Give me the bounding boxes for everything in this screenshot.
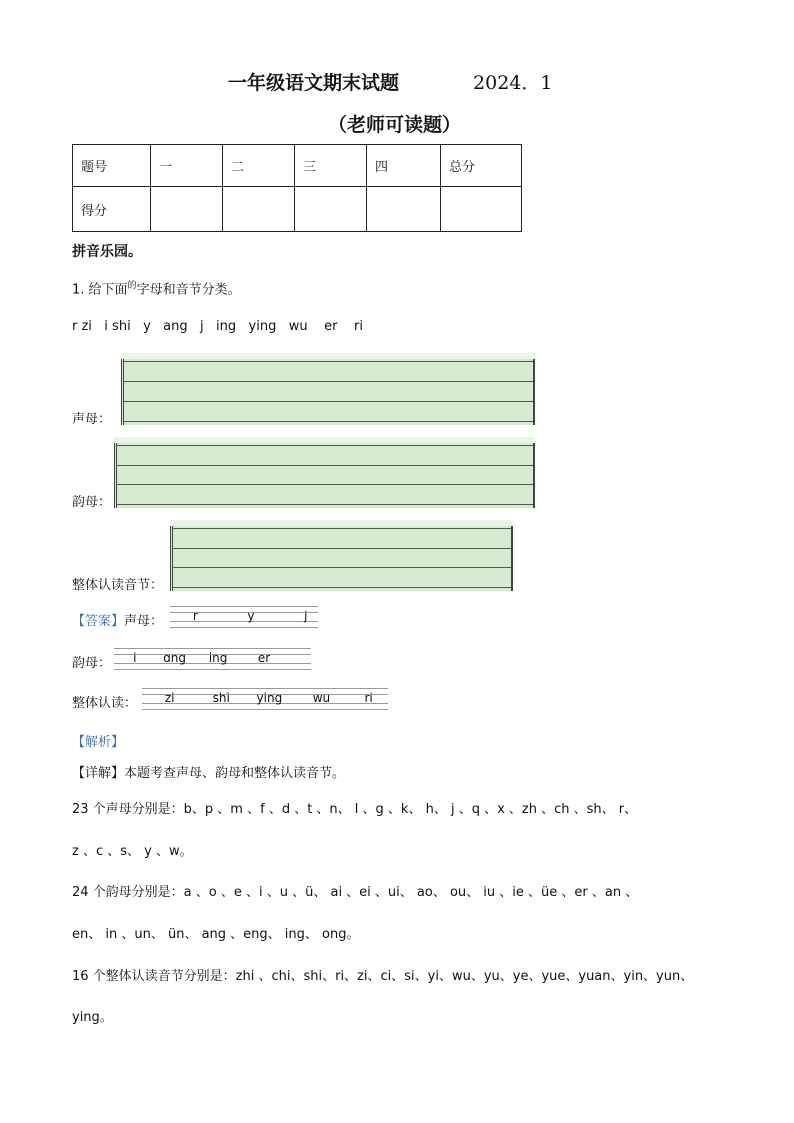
answer-shengmu-label: 声母： xyxy=(124,614,164,629)
staff-line xyxy=(173,548,511,549)
question-suffix: 字母和音节分类。 xyxy=(136,282,241,298)
shengmu-writing-area[interactable] xyxy=(121,353,535,425)
table-cell: 二 xyxy=(223,145,295,187)
staff-line xyxy=(124,401,533,402)
staff-line xyxy=(117,465,533,466)
score-input-cell[interactable] xyxy=(441,187,522,232)
letter-list: r zi i shi y ang j ing ying wu er ri xyxy=(72,319,363,334)
staff-line xyxy=(173,567,511,568)
staff-line xyxy=(173,587,511,588)
staff-line xyxy=(117,484,533,485)
analysis-line: 24 个韵母分别是：a 、o 、e 、i 、u 、ü、 ai 、ei 、ui、 ao、 ou、 iu 、ie 、üe 、er 、an 、 xyxy=(72,885,639,900)
analysis-line: en、 in 、un、 ün、 ang 、eng、 ing、 ong。 xyxy=(72,927,360,942)
table-cell: 四 xyxy=(367,145,441,187)
answer-tag: 【答案】 xyxy=(72,614,125,629)
exam-title: 一年级语文期末试题 xyxy=(228,72,400,94)
table-row xyxy=(73,145,522,187)
table-cell: 三 xyxy=(295,145,367,187)
analysis-detail: 【详解】本题考查声母、韵母和整体认读音节。 xyxy=(72,766,346,781)
analysis-line: 16 个整体认读音节分别是：zhi 、chi、shi、ri、zi、ci、si、yi、wu、yu、ye、yue、yuan、yin、yun、 xyxy=(72,969,694,984)
page-subtitle: （老师可读题） xyxy=(328,114,462,136)
table-cell: 一 xyxy=(151,145,223,187)
mini-line xyxy=(142,709,388,710)
table-cell: 总分 xyxy=(441,145,522,187)
staff-line xyxy=(124,421,533,422)
score-input-cell[interactable] xyxy=(367,187,441,232)
table-row xyxy=(73,187,522,232)
mini-line xyxy=(170,606,318,607)
answer-yunmu-lines xyxy=(114,648,311,670)
staff-line xyxy=(117,504,533,505)
yunmu-label: 韵母： xyxy=(72,495,112,510)
staff-lines xyxy=(121,359,535,425)
answer-yunmu-values: i ɑng ing er xyxy=(114,651,271,665)
staff-lines xyxy=(170,526,513,591)
analysis-line: ying。 xyxy=(72,1010,113,1025)
answer-zhengti-values: zi shi ying wu ri xyxy=(142,691,373,705)
answer-zhengti-lines xyxy=(142,688,388,710)
question-sup: 的 xyxy=(127,281,137,291)
question-text xyxy=(72,278,241,297)
score-input-cell[interactable] xyxy=(223,187,295,232)
staff-line xyxy=(124,361,533,362)
mini-line xyxy=(114,648,311,649)
staff-line xyxy=(117,445,533,446)
staff-line xyxy=(173,528,511,529)
exam-date: 2024．1 xyxy=(473,72,553,94)
mini-line xyxy=(142,688,388,689)
score-table xyxy=(72,144,522,232)
analysis-tag: 【解析】 xyxy=(72,735,125,750)
table-cell: 得分 xyxy=(73,187,151,232)
analysis-line: z 、c 、s、 y 、w。 xyxy=(72,844,193,859)
question-prefix: 1. 给下面 xyxy=(72,282,128,298)
yunmu-writing-area[interactable] xyxy=(114,437,535,508)
mini-line xyxy=(114,669,311,670)
staff-line xyxy=(124,381,533,382)
answer-zhengti-label: 整体认读： xyxy=(72,696,138,711)
table-cell: 题号 xyxy=(73,145,151,187)
zhengti-writing-area[interactable] xyxy=(170,520,513,591)
answer-shengmu-values: r y j xyxy=(170,609,308,623)
mini-line xyxy=(170,627,318,628)
zhengti-label: 整体认读音节： xyxy=(72,578,164,593)
section-title: 拼音乐园。 xyxy=(72,244,142,260)
staff-lines xyxy=(114,443,535,508)
shengmu-label: 声母： xyxy=(72,412,112,427)
analysis-line: 23 个声母分别是：b、p 、m 、f 、d 、t 、n、 l 、g 、k、 h、 j 、q 、x 、zh 、ch 、sh、 r、 xyxy=(72,802,638,817)
answer-shengmu xyxy=(72,610,163,629)
answer-shengmu-lines xyxy=(170,606,318,628)
score-input-cell[interactable] xyxy=(151,187,223,232)
answer-yunmu-label: 韵母： xyxy=(72,656,112,671)
page-title xyxy=(228,68,552,95)
score-input-cell[interactable] xyxy=(295,187,367,232)
